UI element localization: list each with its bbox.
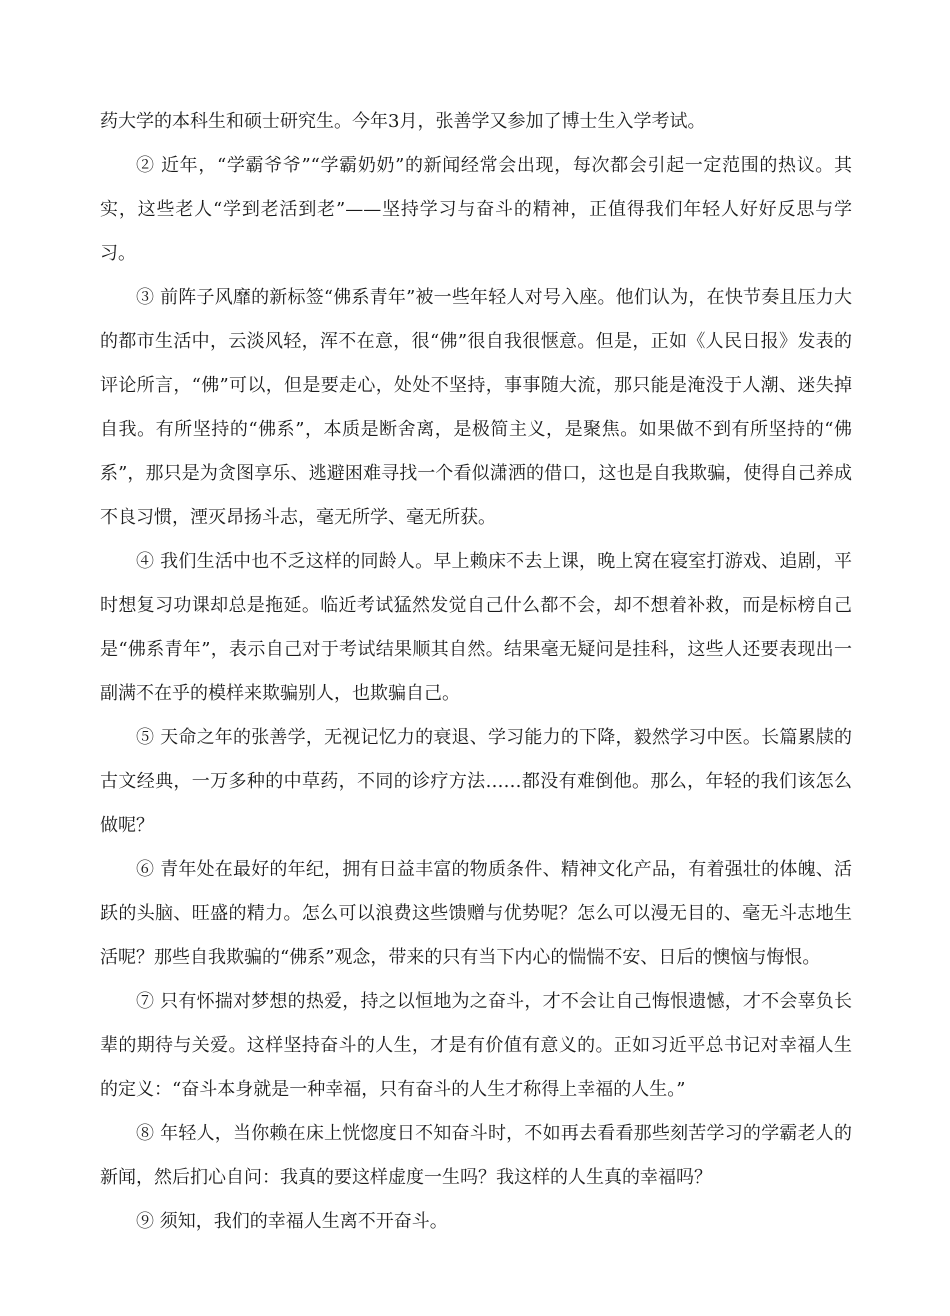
document-page	[100, 100, 852, 1244]
paragraph-6: ⑥ 青年处在最好的年纪，拥有日益丰富的物质条件、精神文化产品，有着强壮的体魄、活跃的头脑、旺盛的精力。怎么可以浪费这些馈赠与优势呢？怎么可以漫无目的、毫无斗志地生活呢？那些自我欺骗的“佛系”观念，带来的只有当下内心的惴惴不安、日后的懊恼与悔恨。	[100, 859, 852, 968]
paragraph-5: ⑤ 天命之年的张善学，无视记忆力的衰退、学习能力的下降，毅然学习中医。长篇累牍的古文经典，一万多种的中草药，不同的诊疗方法……都没有难倒他。那么，年轻的我们该怎么做呢？	[100, 727, 852, 836]
paragraph-3: ③ 前阵子风靡的新标签“佛系青年”被一些年轻人对号入座。他们认为，在快节奏且压力大的都市生活中，云淡风轻，浑不在意，很“佛”很自我很惬意。但是，正如《人民日报》发表的评论所言，“佛”可以，但是要走心，处处不坚持，事事随大流，那只能是淹没于人潮、迷失掉自我。有所坚持的“佛系”，本质是断舍离，是极简主义，是聚焦。如果做不到有所坚持的“佛系”，那只是为贪图享乐、逃避困难寻找一个看似潇洒的借口，这也是自我欺骗，使得自己养成不良习惯，湮灭昂扬斗志，毫无所学、毫无所获。	[100, 287, 852, 528]
paragraph-continuation: 药大学的本科生和硕士研究生。今年3月，张善学又参加了博士生入学考试。	[100, 111, 706, 132]
paragraph-2: ② 近年，“学霸爷爷”“学霸奶奶”的新闻经常会出现，每次都会引起一定范围的热议。其实，这些老人“学到老活到老”——坚持学习与奋斗的精神，正值得我们年轻人好好反思与学习。	[100, 155, 852, 264]
paragraph-4: ④ 我们生活中也不乏这样的同龄人。早上赖床不去上课，晚上窝在寝室打游戏、追剧，平时想复习功课却总是拖延。临近考试猛然发觉自己什么都不会，却不想着补救，而是标榜自己是“佛系青年”，表示自己对于考试结果顺其自然。结果毫无疑问是挂科，这些人还要表现出一副满不在乎的模样来欺骗别人，也欺骗自己。	[100, 551, 852, 704]
paragraph-8: ⑧ 年轻人，当你赖在床上恍惚度日不知奋斗时，不如再去看看那些刻苦学习的学霸老人的新闻，然后扪心自问：我真的要这样虚度一生吗？我这样的人生真的幸福吗？	[100, 1123, 852, 1188]
paragraph-7: ⑦ 只有怀揣对梦想的热爱，持之以恒地为之奋斗，才不会让自己悔恨遗憾，才不会辜负长辈的期待与关爱。这样坚持奋斗的人生，才是有价值有意义的。正如习近平总书记对幸福人生的定义：“奋斗本身就是一种幸福，只有奋斗的人生才称得上幸福的人生。”	[100, 991, 852, 1100]
paragraph-9: ⑨ 须知，我们的幸福人生离不开奋斗。	[136, 1211, 448, 1232]
